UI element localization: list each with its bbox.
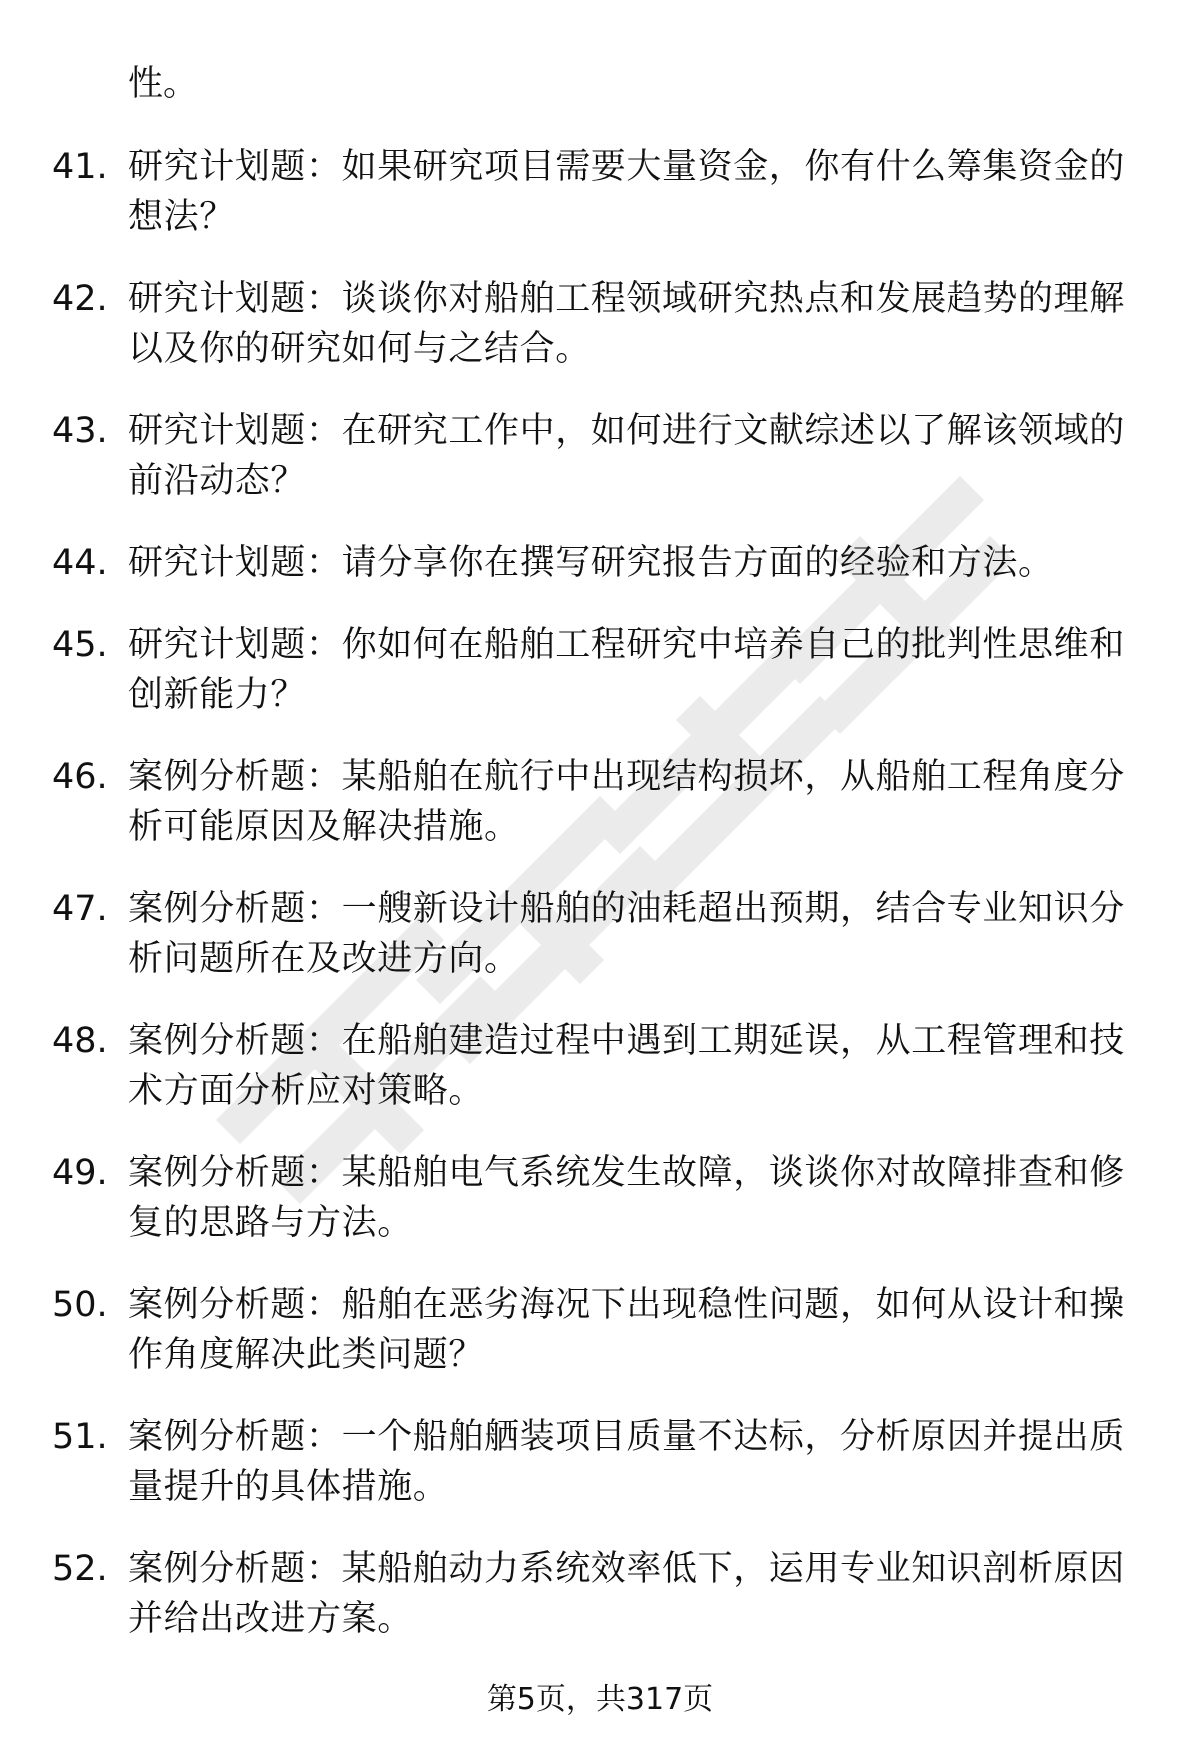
item-text: 案例分析题：在船舶建造过程中遇到工期延误，从工程管理和技术方面分析应对策略。 [128, 1021, 1125, 1111]
item-number: 50. [52, 1285, 108, 1325]
item-number: 41. [52, 147, 108, 187]
item-number: 52. [52, 1549, 108, 1589]
list-item [52, 1280, 1142, 1380]
question-list [52, 142, 1142, 1676]
list-item [52, 752, 1142, 852]
list-item [52, 884, 1142, 984]
item-number: 47. [52, 889, 108, 929]
item-number: 49. [52, 1153, 108, 1193]
item-number: 45. [52, 625, 108, 665]
list-item [52, 620, 1142, 720]
list-item [52, 142, 1142, 242]
item-text: 案例分析题：某船舶动力系统效率低下，运用专业知识剖析原因并给出改进方案。 [128, 1549, 1125, 1639]
item-text: 案例分析题：一艘新设计船舶的油耗超出预期，结合专业知识分析问题所在及改进方向。 [128, 889, 1125, 979]
item-number: 48. [52, 1021, 108, 1061]
item-text: 案例分析题：一个船舶舾装项目质量不达标，分析原因并提出质量提升的具体措施。 [128, 1417, 1125, 1507]
item-number: 51. [52, 1417, 108, 1457]
item-number: 46. [52, 757, 108, 797]
item-text: 研究计划题：请分享你在撰写研究报告方面的经验和方法。 [128, 543, 1054, 583]
item-text: 研究计划题：如果研究项目需要大量资金，你有什么筹集资金的想法？ [128, 147, 1125, 237]
item-text: 研究计划题：你如何在船舶工程研究中培养自己的批判性思维和创新能力？ [128, 625, 1125, 715]
item-text: 研究计划题：在研究工作中，如何进行文献综述以了解该领域的前沿动态？ [128, 411, 1125, 501]
list-item [52, 1544, 1142, 1644]
list-item [52, 406, 1142, 506]
carryover-text: 性。 [128, 64, 199, 104]
item-text: 案例分析题：某船舶在航行中出现结构损坏，从船舶工程角度分析可能原因及解决措施。 [128, 757, 1125, 847]
list-item [52, 1412, 1142, 1512]
item-text: 案例分析题：船舶在恶劣海况下出现稳性问题，如何从设计和操作角度解决此类问题？ [128, 1285, 1125, 1375]
item-number: 43. [52, 411, 108, 451]
list-item [52, 1016, 1142, 1116]
list-item [52, 538, 1142, 588]
item-number: 44. [52, 543, 108, 583]
item-number: 42. [52, 279, 108, 319]
item-text: 案例分析题：某船舶电气系统发生故障，谈谈你对故障排查和修复的思路与方法。 [128, 1153, 1125, 1243]
list-item [52, 274, 1142, 374]
item-text: 研究计划题：谈谈你对船舶工程领域研究热点和发展趋势的理解以及你的研究如何与之结合。 [128, 279, 1125, 369]
list-item [52, 1148, 1142, 1248]
page-footer: 第5页，共317页 [486, 1682, 714, 1717]
